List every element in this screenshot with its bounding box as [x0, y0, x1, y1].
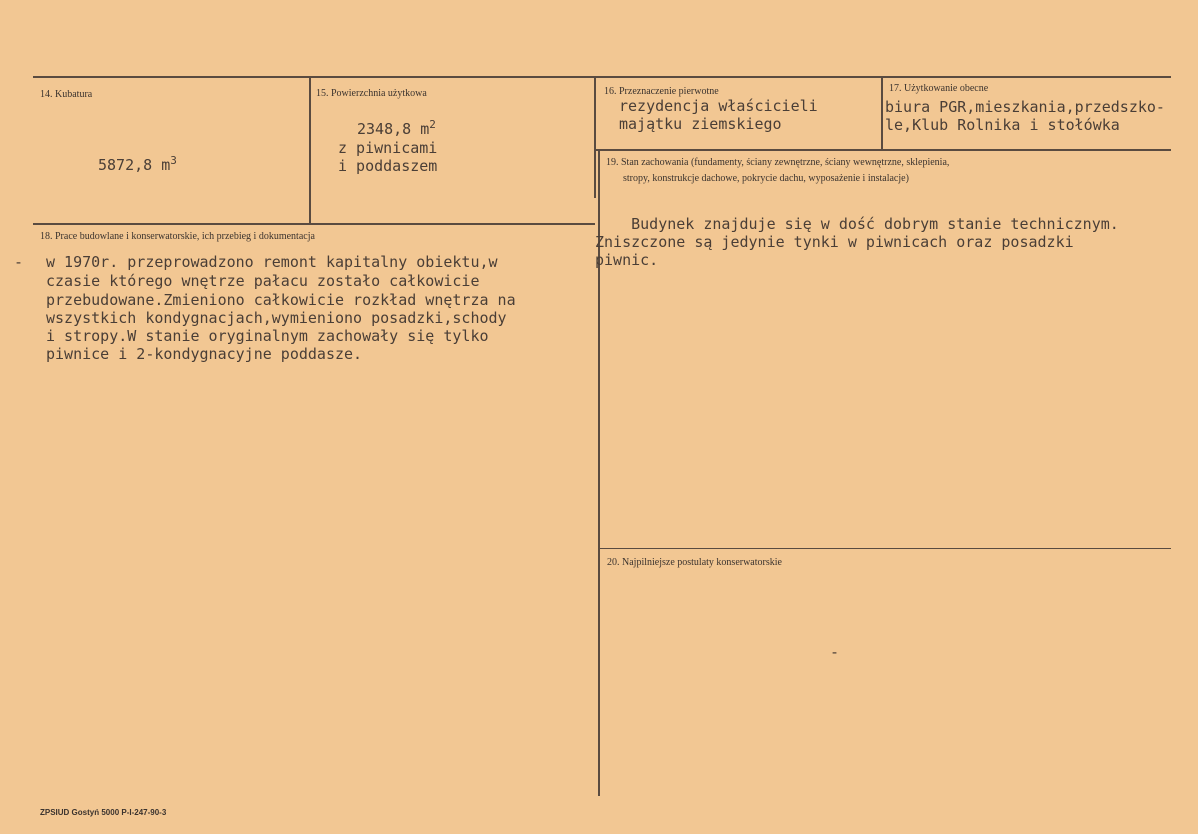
form-print-code: ZPSIUD Gostyń 5000 P-I-247-90-3 — [40, 808, 167, 817]
field-19-label-line-1: 19. Stan zachowania (fundamenty, ściany zewnętrzne, ściany wewnętrzne, sklepienia, — [606, 157, 950, 168]
area-unit-exponent: 2 — [429, 118, 436, 131]
field-18-line-6: piwnice i 2-kondygnacyjne poddasze. — [46, 345, 363, 363]
field-18-label: 18. Prace budowlane i konserwatorskie, ich przebieg i dokumentacja — [40, 231, 315, 242]
field-19-line-2: Zniszczone są jedynie tynki w piwnicach oraz posadzki — [595, 233, 1074, 251]
field-18-line-2: czasie którego wnętrze pałacu zostało całkowicie — [46, 272, 480, 290]
field-18-line-1: w 1970r. przeprowadzono remont kapitalny obiektu,w — [46, 253, 498, 271]
rule-above-20 — [600, 548, 1171, 549]
divider-15-16 — [594, 78, 596, 198]
field-17-label: 17. Użytkowanie obecne — [889, 83, 989, 94]
divider-16-17 — [881, 78, 883, 150]
rule-below-16-17 — [596, 149, 1171, 151]
field-20-value: - — [830, 643, 840, 661]
top-rule — [33, 76, 1171, 78]
field-18-line-4: wszystkich kondygnacjach,wymieniono posadzki,schody — [46, 309, 507, 327]
field-15-line-3: i poddaszem — [338, 157, 438, 175]
field-16-line-2: majątku ziemskiego — [619, 115, 782, 133]
field-15-line-2: z piwnicami — [338, 139, 438, 157]
field-15-line-1 — [357, 120, 436, 140]
field-16-label: 16. Przeznaczenie pierwotne — [604, 86, 719, 97]
field-14-label: 14. Kubatura — [40, 89, 93, 100]
divider-14-15 — [309, 78, 311, 224]
area-value: 2348,8 m — [357, 120, 430, 138]
field-16-line-1: rezydencja właścicieli — [619, 97, 818, 115]
field-19-label-line-2: stropy, konstrukcje dachowe, pokrycie dachu, wyposażenie i instalacje) — [623, 173, 909, 184]
field-14-value — [98, 156, 177, 176]
field-19-line-3: piwnic. — [595, 251, 659, 269]
field-18-line-5: i stropy.W stanie oryginalnym zachowały się tylko — [46, 327, 489, 345]
field-15-label: 15. Powierzchnia użytkowa — [316, 88, 427, 99]
field-17-line-2: le,Klub Rolnika i stołówka — [885, 116, 1120, 134]
field-19-line-1: Budynek znajduje się w dość dobrym stanie technicznym. — [595, 215, 1119, 233]
field-20-label: 20. Najpilniejsze postulaty konserwatorskie — [607, 557, 782, 568]
field-18-line-3: przebudowane.Zmieniono całkowicie rozkład wnętrza na — [46, 291, 516, 309]
rule-below-14-15 — [33, 223, 595, 225]
kubatura-value: 5872,8 m — [98, 156, 171, 174]
field-18-margin-mark: - — [14, 253, 24, 271]
field-17-line-1: biura PGR,mieszkania,przedszko- — [885, 98, 1165, 116]
kubatura-unit-exponent: 3 — [170, 154, 177, 167]
